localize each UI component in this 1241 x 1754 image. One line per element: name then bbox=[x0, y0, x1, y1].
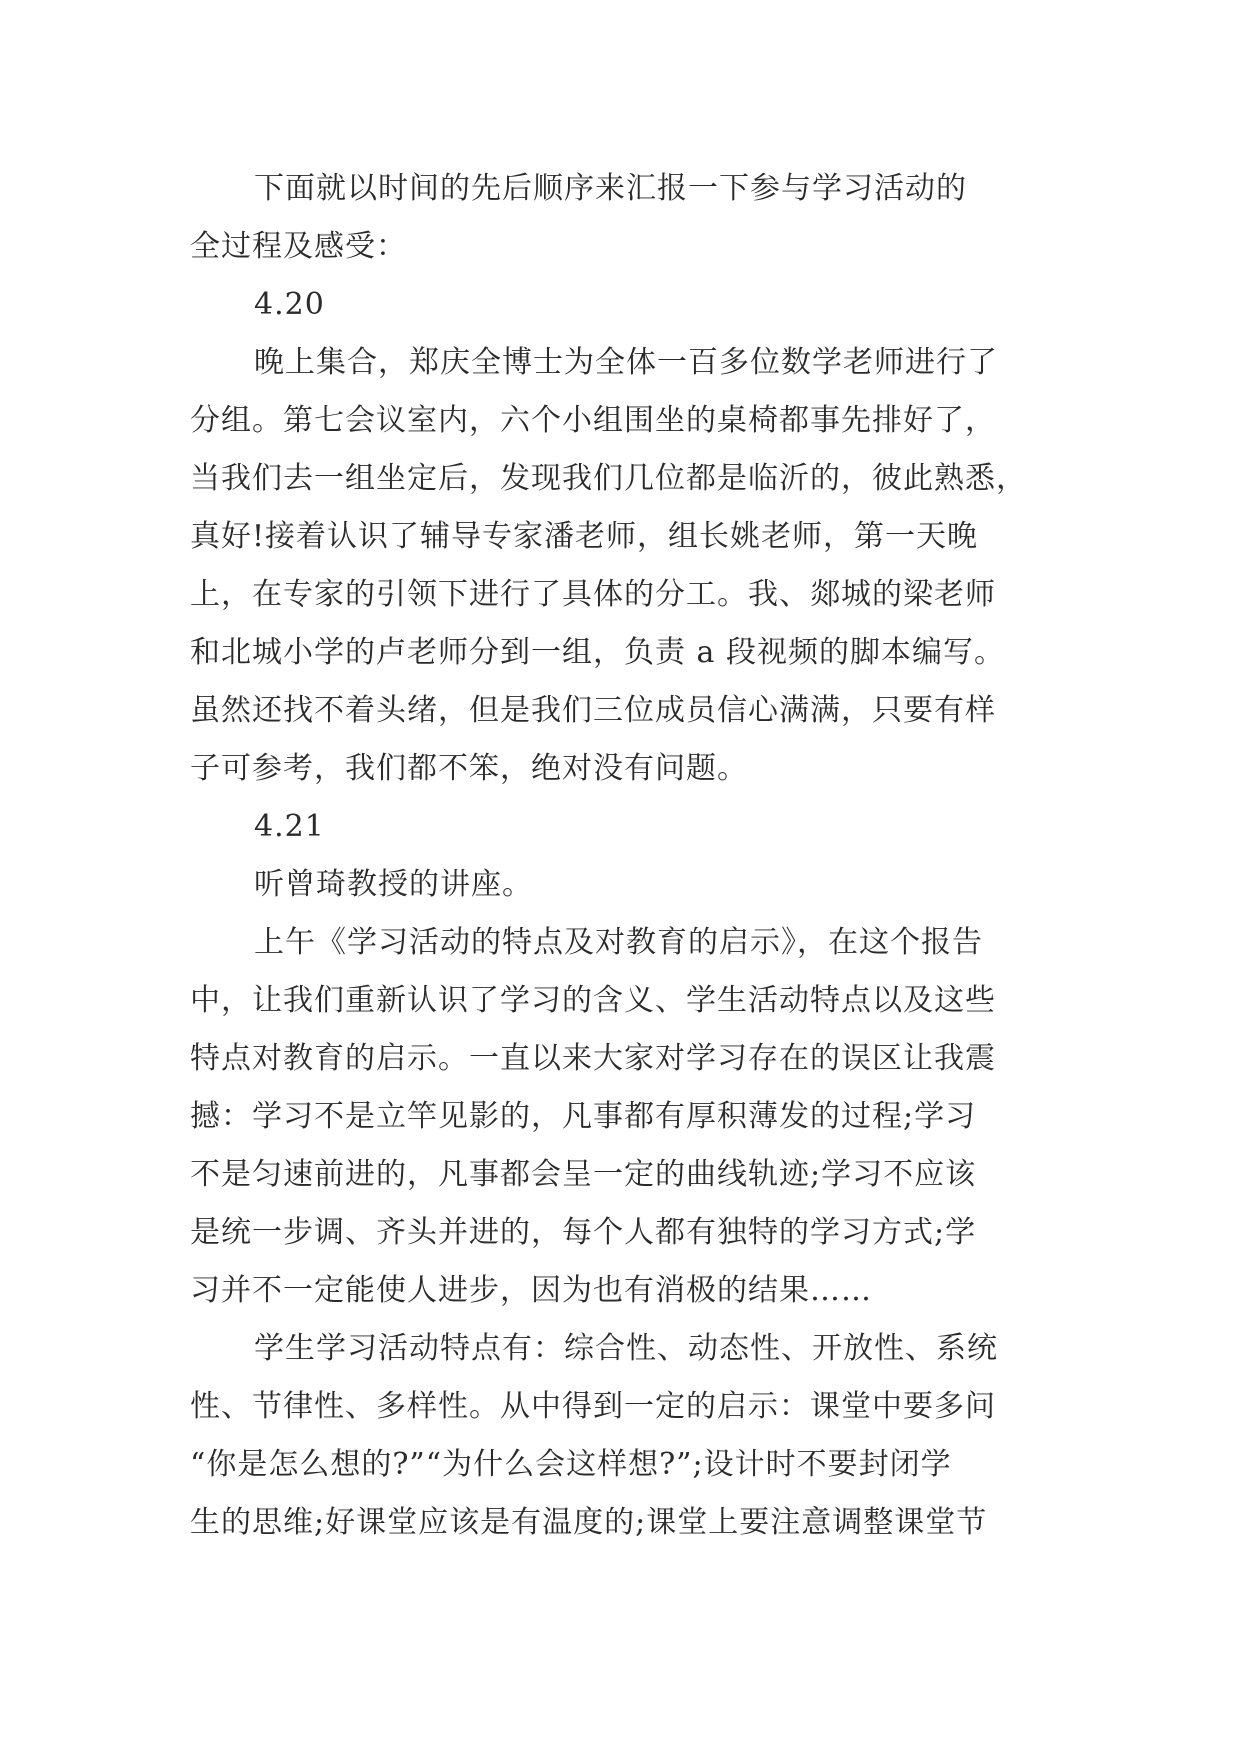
date-heading-4-21 bbox=[190, 798, 1052, 856]
text-line: 中，让我们重新认识了学习的含义、学生活动特点以及这些 bbox=[190, 983, 996, 1018]
text-line: 真好!接着认识了辅导专家潘老师，组长姚老师，第一天晚 bbox=[190, 519, 979, 554]
text-line: 不是匀速前进的，凡事都会呈一定的曲线轨迹;学习不应该 bbox=[190, 1157, 977, 1192]
text-line: 上，在专家的引领下进行了具体的分工。我、郯城的梁老师 bbox=[190, 577, 996, 612]
paragraph-4-20 bbox=[190, 334, 1052, 798]
date-label: 4.20 bbox=[254, 287, 325, 322]
paragraph-lecture bbox=[190, 856, 1052, 914]
text-line: 和北城小学的卢老师分到一组，负责 a 段视频的脚本编写。 bbox=[190, 635, 1005, 670]
text-line: 生的思维;好课堂应该是有温度的;课堂上要注意调整课堂节 bbox=[190, 1505, 988, 1540]
date-heading-4-20 bbox=[190, 276, 1052, 334]
text-line: 晚上集合，郑庆全博士为全体一百多位数学老师进行了 bbox=[254, 345, 998, 380]
date-label: 4.21 bbox=[254, 809, 325, 844]
text-line: 是统一步调、齐头并进的，每个人都有独特的学习方式;学 bbox=[190, 1215, 977, 1250]
text-line: 分组。第七会议室内，六个小组围坐的桌椅都事先排好了， bbox=[190, 403, 996, 438]
text-line: 下面就以时间的先后顺序来汇报一下参与学习活动的 bbox=[254, 171, 967, 206]
text-line: 听曾琦教授的讲座。 bbox=[254, 867, 533, 902]
paragraph-learning-features bbox=[190, 1320, 1052, 1552]
text-line: 性、节律性、多样性。从中得到一定的启示：课堂中要多问 bbox=[190, 1389, 996, 1424]
text-line: 当我们去一组坐定后，发现我们几位都是临沂的，彼此熟悉， bbox=[190, 461, 1027, 496]
text-line: 学生学习活动特点有：综合性、动态性、开放性、系统 bbox=[254, 1331, 998, 1366]
text-line: 特点对教育的启示。一直以来大家对学习存在的误区让我震 bbox=[190, 1041, 996, 1076]
paragraph-morning-report bbox=[190, 914, 1052, 1320]
document-body bbox=[190, 160, 1052, 1552]
text-line: 习并不一定能使人进步，因为也有消极的结果…… bbox=[190, 1273, 872, 1308]
text-line: 全过程及感受： bbox=[190, 229, 407, 264]
text-line: 子可参考，我们都不笨，绝对没有问题。 bbox=[190, 751, 748, 786]
text-line: “你是怎么想的?”“为什么会这样想?”;设计时不要封闭学 bbox=[190, 1447, 952, 1482]
text-line: 上午《学习活动的特点及对教育的启示》，在这个报告 bbox=[254, 925, 983, 960]
paragraph-intro bbox=[190, 160, 1052, 276]
text-line: 撼：学习不是立竿见影的，凡事都有厚积薄发的过程;学习 bbox=[190, 1099, 977, 1134]
text-line: 虽然还找不着头绪，但是我们三位成员信心满满，只要有样 bbox=[190, 693, 996, 728]
